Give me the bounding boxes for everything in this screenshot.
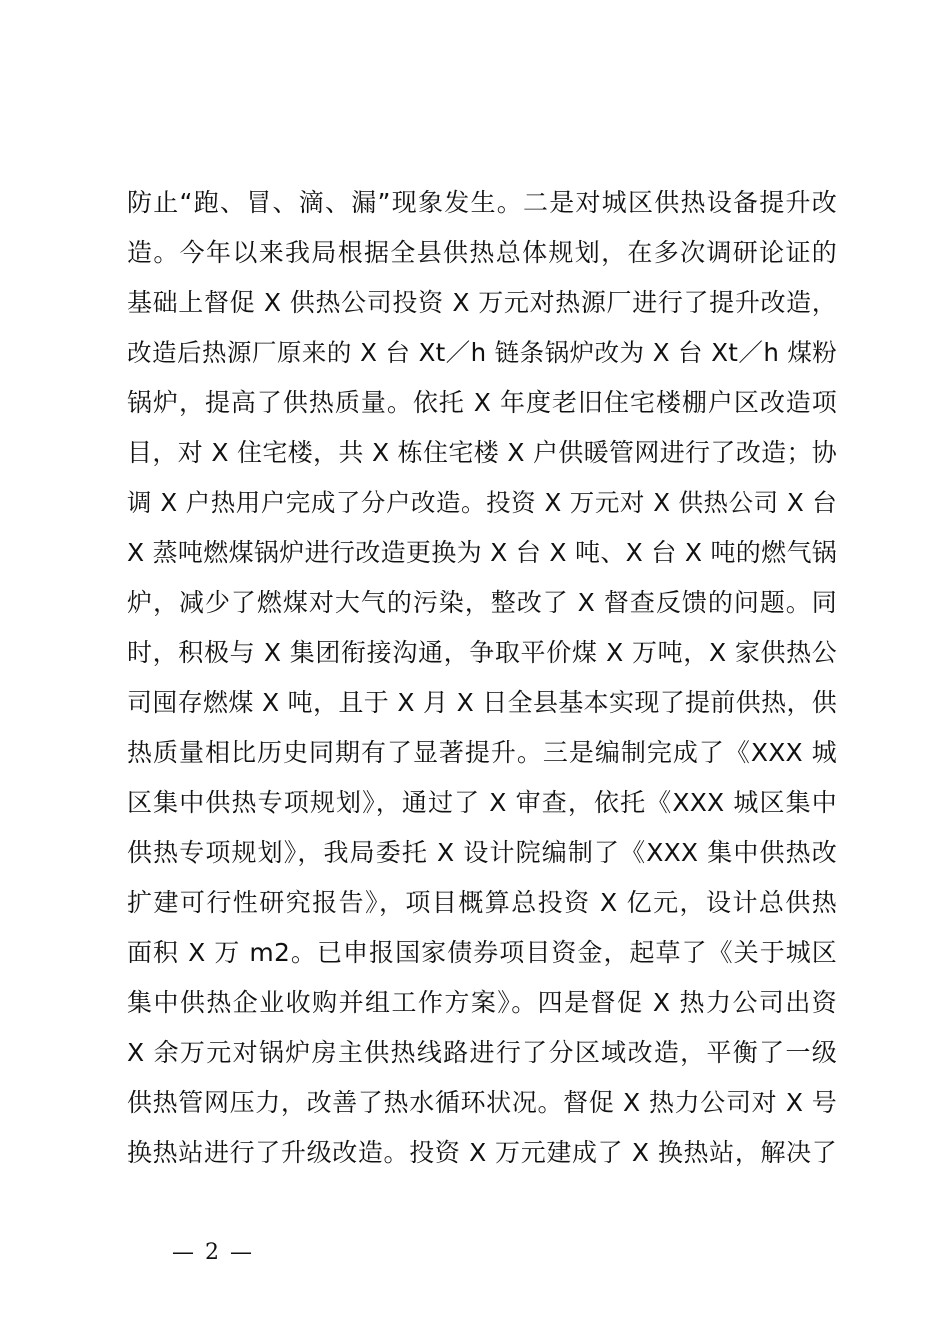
- text-line: 司囤存燃煤 X 吨，且于 X 月 X 日全县基本实现了提前供热，供: [127, 688, 837, 717]
- text-line: X 余万元对锅炉房主供热线路进行了分区域改造，平衡了一级: [127, 1038, 837, 1067]
- text-line: 防止“跑、冒、滴、漏”现象发生。二是对城区供热设备提升改: [127, 188, 837, 217]
- text-line: 炉，减少了燃煤对大气的污染，整改了 X 督查反馈的问题。同: [127, 588, 837, 617]
- text-line: 改造后热源厂原来的 X 台 Xt／h 链条锅炉改为 X 台 Xt／h 煤粉: [127, 338, 837, 367]
- text-line: 区集中供热专项规划》，通过了 X 审查，依托《XXX 城区集中: [127, 788, 837, 817]
- text-line: 锅炉，提高了供热质量。依托 X 年度老旧住宅楼棚户区改造项: [127, 388, 837, 417]
- text-line: 供热专项规划》，我局委托 X 设计院编制了《XXX 集中供热改: [127, 838, 837, 867]
- text-line: 换热站进行了升级改造。投资 X 万元建成了 X 换热站，解决了: [127, 1138, 837, 1167]
- text-line: 面积 X 万 m2。已申报国家债券项目资金，起草了《关于城区: [127, 938, 837, 967]
- page-number: — 2 —: [172, 1240, 254, 1265]
- text-line: 热质量相比历史同期有了显著提升。三是编制完成了《XXX 城: [127, 738, 837, 767]
- text-line: 调 X 户热用户完成了分户改造。投资 X 万元对 X 供热公司 X 台: [127, 488, 837, 517]
- text-line: 时，积极与 X 集团衔接沟通，争取平价煤 X 万吨，X 家供热公: [127, 638, 837, 667]
- text-line: 基础上督促 X 供热公司投资 X 万元对热源厂进行了提升改造，: [127, 288, 837, 317]
- body-paragraph: [127, 178, 837, 1178]
- text-line: 集中供热企业收购并组工作方案》。四是督促 X 热力公司出资: [127, 988, 837, 1017]
- text-line: 造。今年以来我局根据全县供热总体规划，在多次调研论证的: [127, 238, 837, 267]
- text-line: 扩建可行性研究报告》，项目概算总投资 X 亿元，设计总供热: [127, 888, 837, 917]
- text-line: X 蒸吨燃煤锅炉进行改造更换为 X 台 X 吨、X 台 X 吨的燃气锅: [127, 538, 837, 567]
- text-line: 目，对 X 住宅楼，共 X 栋住宅楼 X 户供暖管网进行了改造；协: [127, 438, 837, 467]
- text-line: 供热管网压力，改善了热水循环状况。督促 X 热力公司对 X 号: [127, 1088, 837, 1117]
